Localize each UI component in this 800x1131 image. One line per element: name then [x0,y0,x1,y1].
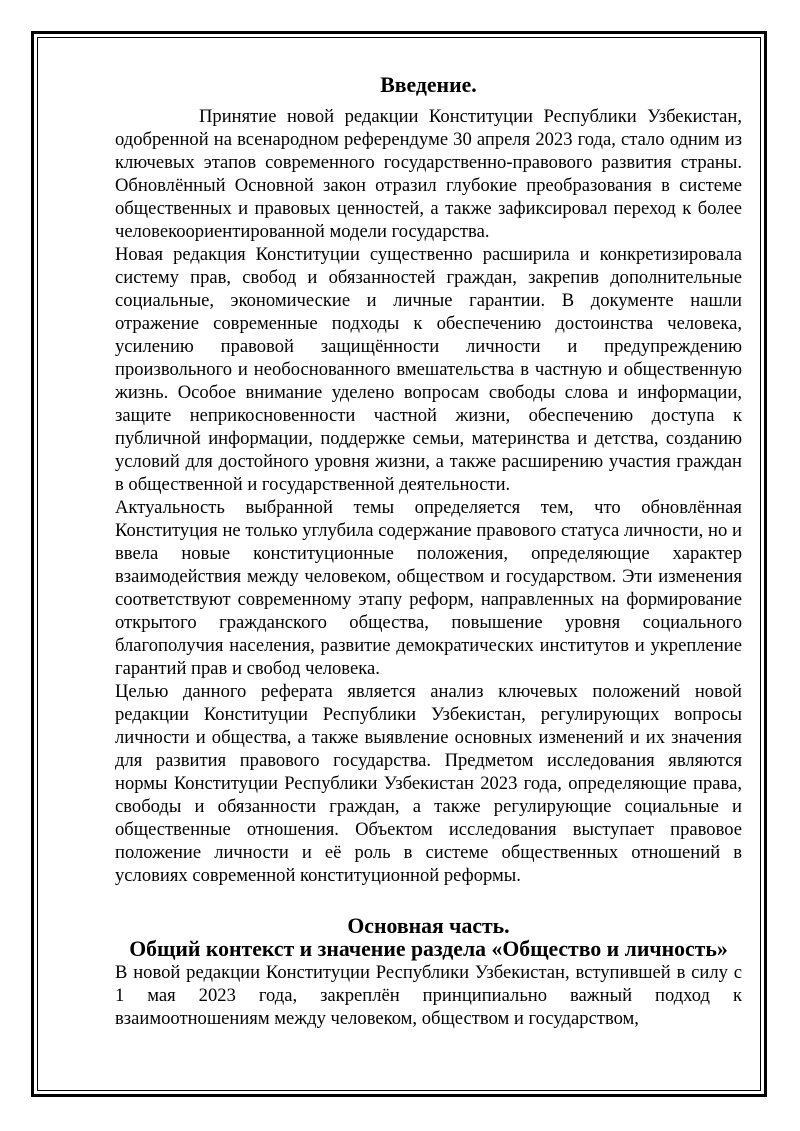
document-body [115,74,742,1030]
main-part-heading: Основная часть. [347,914,510,938]
section-spacer [115,887,742,910]
section-heading: Общий контекст и значение раздела «Общество и личность» [129,937,728,961]
intro-paragraph-4: Целью данного реферата является анализ ключевых положений новой редакции Конституции Республики Узбекистан, регулирующих вопросы личности и общества, а также выявление основных изменений и их значения для развития правового государства. Предметом исследования являются нормы Конституции Республики Узбекистан 2023 года, определяющие права, свободы и обязанности граждан, а также регулирующие социальные и общественные отношения. Объектом исследования выступает правовое положение личности и её роль в системе общественных отношений в условиях современной конституционной реформы. [115,681,742,886]
main-paragraph-1: В новой редакции Конституции Республики Узбекистан, вступившей в силу с 1 мая 2023 года, закреплён принципиально важный подход к взаимоотношениям между человеком, обществом и государством, [115,962,742,1029]
intro-heading: Введение. [380,73,477,97]
intro-paragraph-2: Новая редакция Конституции существенно расширила и конкретизировала систему прав, свобод и обязанностей граждан, закрепив дополнительные социальные, экономические и личные гарантии. В документе нашли отражение современные подходы к обеспечению достоинства человека, усилению правовой защищённости личности и предупреждению произвольного и необоснованного вмешательства в частную и общественную жизнь. Особое внимание уделено вопросам свободы слова и информации, защите неприкосновенности частной жизни, обеспечению доступа к публичной информации, поддержке семьи, материнства и детства, созданию условий для достойного уровня жизни, а также расширению участия граждан в общественной и государственной деятельности. [115,244,742,495]
intro-paragraph-1: Принятие новой редакции Конституции Республики Узбекистан, одобренной на всенародном референдуме 30 апреля 2023 года, стало одним из ключевых этапов современного государственно-правового развития страны. Обновлённый Основной закон отразил глубокие преобразования в системе общественных и правовых ценностей, а также зафиксировал переход к более человекоориентированной модели государства. [115,106,742,242]
intro-paragraph-3: Актуальность выбранной темы определяется тем, что обновлённая Конституция не только углубила содержание правового статуса личности, но и ввела новые конституционные положения, определяющие характер взаимодействия между человеком, обществом и государством. Эти изменения соответствуют современному этапу реформ, направленных на формирование открытого гражданского общества, повышение уровня социального благополучия населения, развитие демократических институтов и укрепление гарантий прав и свобод человека. [115,497,742,679]
